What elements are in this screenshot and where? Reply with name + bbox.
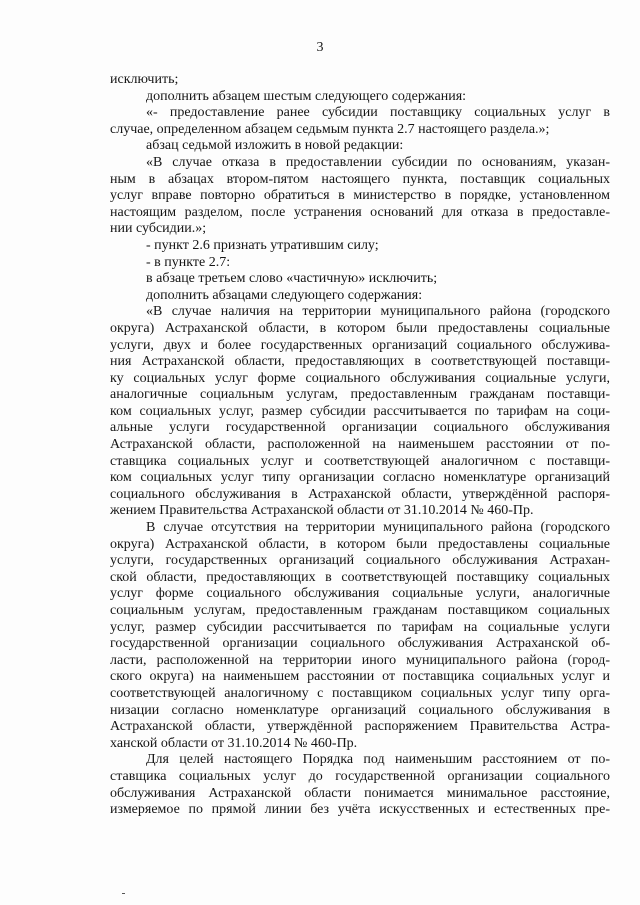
text-line: - пункт 2.6 признать утратившим силу; bbox=[146, 237, 379, 253]
text-line: случае, определенном абзацем седьмым пункта 2.7 настоящего раздела.»; bbox=[110, 121, 550, 137]
text-line: услуги, двух и более государственных организаций социального обслужива- bbox=[110, 337, 610, 353]
text-line: В случае отсутствия на территории муниципального района (городского bbox=[146, 520, 610, 536]
text-line: жением Правительства Астраханской области от 31.10.2014 № 460-Пр. bbox=[110, 503, 534, 519]
text-line: «В случае наличия на территории муниципального района (городского bbox=[146, 304, 610, 320]
text-line: ку социальных услуг форме социального обслуживания социальные услуги, bbox=[110, 370, 610, 386]
text-line: - в пункте 2.7: bbox=[146, 254, 231, 270]
text-line: округа) Астраханской области, в котором были предоставлены социальные bbox=[110, 320, 610, 336]
text-line: ской области, предоставляющих в соответствующей поставщику социальных bbox=[110, 569, 610, 585]
text-line: абзац седьмой изложить в новой редакции: bbox=[146, 138, 404, 154]
text-line: ком социальных услуг, размер субсидии рассчитывается по тарифам на соци- bbox=[110, 403, 610, 419]
text-line: нии субсидии.»; bbox=[110, 221, 207, 237]
text-line: альные услуги государственной организации социального обслуживания bbox=[110, 420, 610, 436]
text-line: соответствующей аналогичному с поставщиком социальных услуг типу орга- bbox=[110, 685, 610, 701]
text-line: услуг форме социального обслуживания социальные услуги, аналогичные bbox=[110, 586, 610, 602]
text-line: ласти, расположенной на территории иного муниципального района (город- bbox=[110, 652, 610, 668]
text-line: Астраханской области, расположенной на наименьшем расстоянии от по- bbox=[110, 437, 610, 453]
text-line: государственной организации социального обслуживания Астраханской об- bbox=[110, 636, 610, 652]
text-line: услуг вправе повторно обратиться в министерство в порядке, установленном bbox=[110, 188, 610, 204]
text-line: округа) Астраханской области, в котором были предоставлены социальные bbox=[110, 536, 610, 552]
text-line: ского округа) на наименьшем расстоянии от поставщика социальных услуг и bbox=[110, 669, 610, 685]
text-line: обслуживания Астраханской области понимается минимальное расстояние, bbox=[110, 785, 610, 801]
text-line: ком социальных услуг типу организации согласно номенклатуре организаций bbox=[110, 470, 610, 486]
document-body bbox=[110, 72, 610, 819]
text-line: дополнить абзацем шестым следующего содержания: bbox=[146, 88, 467, 104]
text-line: социального обслуживания в Астраханской области, утверждённой распоря- bbox=[110, 486, 610, 502]
text-line: «- предоставление ранее субсидии поставщику социальных услуг в bbox=[146, 105, 610, 121]
text-line: Астраханской области, утверждённой распоряжением Правительства Астра- bbox=[110, 719, 610, 735]
text-line: услуги, государственных организаций социального обслуживания Астрахан- bbox=[110, 553, 610, 569]
text-line: низации согласно номенклатуре организаций социального обслуживания в bbox=[110, 702, 610, 718]
text-line: аналогичные социальным услугам, предоставленным гражданам поставщи- bbox=[110, 387, 610, 403]
text-line: ным в абзацах втором-пятом настоящего пункта, поставщик социальных bbox=[110, 171, 610, 187]
page-number: 3 bbox=[316, 40, 324, 55]
scan-artifact bbox=[122, 893, 125, 894]
text-line: социальным услугам, предоставленным гражданам поставщиком социальных bbox=[110, 603, 610, 618]
text-line: ставщика социальных услуг и соответствующей аналогичном с поставщи- bbox=[110, 453, 610, 469]
text-line: «В случае отказа в предоставлении субсидии по основаниям, указан- bbox=[146, 154, 610, 170]
text-line: ставщика социальных услуг до государственной организации социального bbox=[110, 768, 610, 784]
text-line: настоящим разделом, после устранения оснований для отказа в предоставле- bbox=[110, 204, 610, 220]
text-line: ния Астраханской области, предоставляющих в соответствующей поставщи- bbox=[110, 354, 610, 370]
text-line: ханской области от 31.10.2014 № 460-Пр. bbox=[110, 735, 358, 751]
text-line: дополнить абзацами следующего содержания: bbox=[146, 287, 423, 303]
text-line: Для целей настоящего Порядка под наименьшим расстоянием от по- bbox=[146, 752, 610, 768]
text-line: услуг, размер субсидии рассчитывается по тарифам на социальные услуги bbox=[110, 619, 610, 635]
text-line: исключить; bbox=[110, 72, 179, 87]
text-line: в абзаце третьем слово «частичную» исключить; bbox=[146, 271, 438, 287]
text-line: измеряемое по прямой линии без учёта искусственных и естественных пре- bbox=[110, 802, 610, 818]
